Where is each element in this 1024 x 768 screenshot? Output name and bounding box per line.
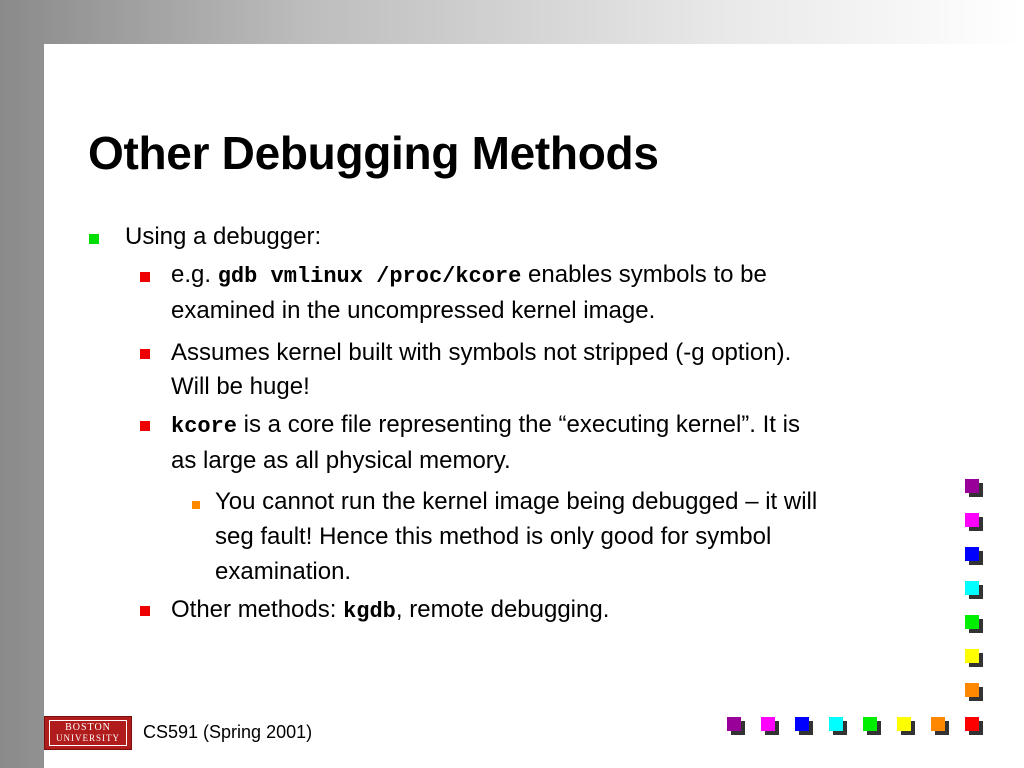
logo-line-boston: BOSTON	[65, 722, 111, 733]
boston-university-logo	[44, 716, 132, 750]
decor-square-red	[965, 717, 979, 731]
bullet-kcore-rest: is a core file representing the “executing kernel”. It is	[237, 411, 800, 438]
code-kgdb: kgdb	[343, 599, 396, 624]
decor-square-blue	[795, 717, 809, 731]
decor-square-blue	[965, 547, 979, 561]
bullet-other-rest: , remote debugging.	[395, 596, 610, 623]
logo-frame	[49, 720, 127, 746]
bullet-gdb-prefix: e.g.	[171, 261, 218, 288]
decor-square-cyan	[965, 581, 979, 595]
bullet-kcore	[171, 407, 800, 445]
bullet-kcore-continuation: as large as all physical memory.	[171, 447, 511, 474]
bullet-assumes-kernel: Assumes kernel built with symbols not stripped (-g option).	[171, 339, 792, 366]
code-gdb-command: gdb vmlinux /proc/kcore	[217, 264, 522, 289]
bullet-gdb-example	[171, 257, 767, 295]
decor-square-magenta	[761, 717, 775, 731]
decor-square-cyan	[829, 717, 843, 731]
green-bullet-icon	[89, 234, 99, 244]
bullet-gdb-rest: enables symbols to be	[521, 261, 767, 288]
decor-square-green	[965, 615, 979, 629]
decor-square-magenta	[965, 513, 979, 527]
code-kcore: kcore	[171, 414, 238, 439]
course-footer: CS591 (Spring 2001)	[143, 722, 313, 742]
decor-square-orange	[931, 717, 945, 731]
red-bullet-icon	[140, 606, 150, 616]
orange-bullet-icon	[192, 501, 200, 509]
decor-square-yellow	[965, 649, 979, 663]
logo-line-university: UNIVERSITY	[56, 733, 120, 743]
slide-title: Other Debugging Methods	[88, 127, 659, 179]
bullet-cannot-run-line3: examination.	[215, 558, 352, 585]
bullet-using-debugger: Using a debugger:	[125, 223, 322, 250]
bullet-gdb-continuation: examined in the uncompressed kernel image.	[171, 297, 656, 324]
red-bullet-icon	[140, 421, 150, 431]
bullet-other-methods	[171, 592, 609, 630]
decor-square-yellow	[897, 717, 911, 731]
decor-square-purple	[727, 717, 741, 731]
decor-square-orange	[965, 683, 979, 697]
bullet-other-prefix: Other methods:	[171, 596, 344, 623]
bullet-cannot-run-line2: seg fault! Hence this method is only good for symbol	[215, 523, 772, 550]
decor-square-green	[863, 717, 877, 731]
bullet-assumes-kernel-continuation: Will be huge!	[171, 373, 310, 400]
bullet-cannot-run: You cannot run the kernel image being debugged – it will	[215, 488, 818, 515]
decor-square-purple	[965, 479, 979, 493]
red-bullet-icon	[140, 349, 150, 359]
red-bullet-icon	[140, 272, 150, 282]
